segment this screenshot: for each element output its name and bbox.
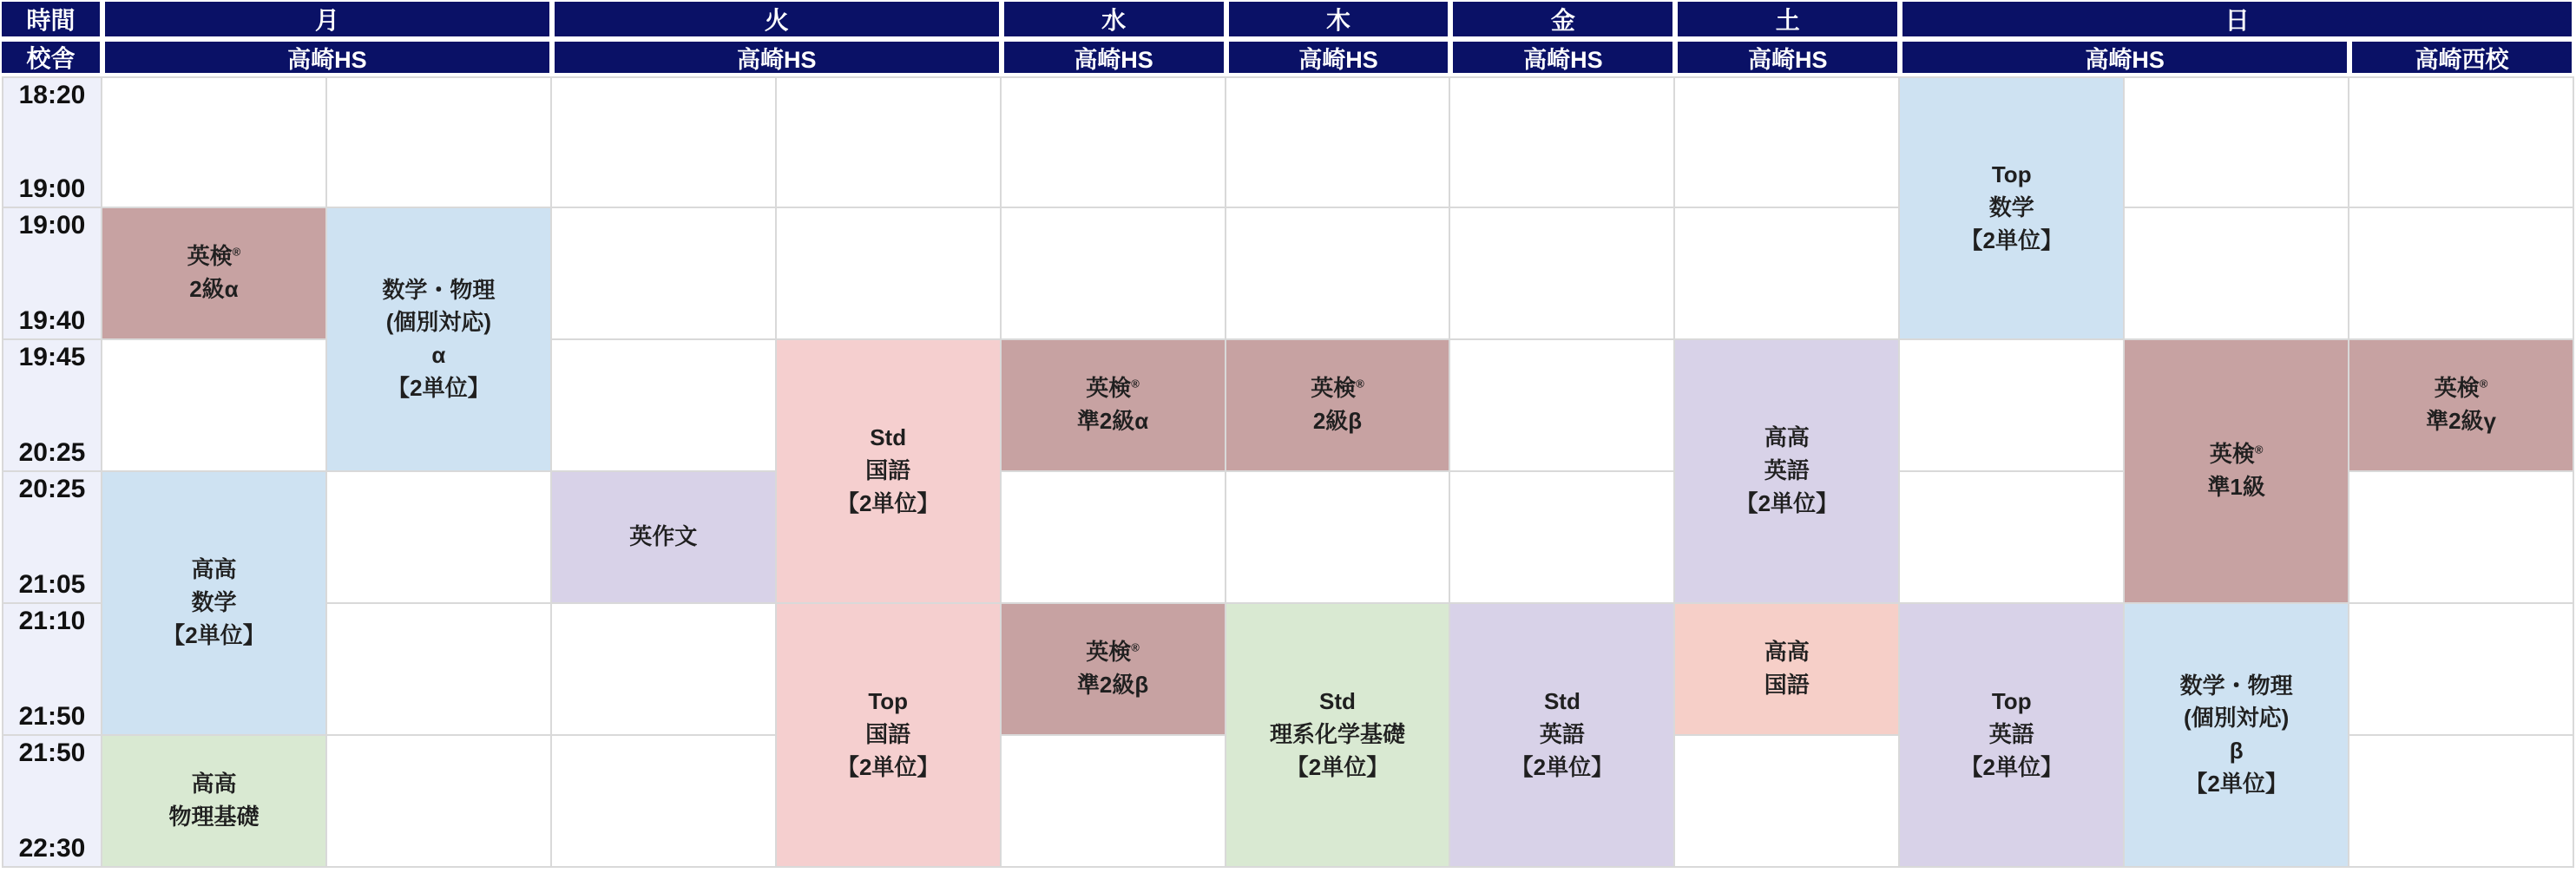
class-label-line: (個別対応)	[385, 309, 492, 336]
day-header-wed: 水	[1004, 2, 1224, 36]
class-label-line: 高高	[1764, 639, 1810, 666]
class-label-line: 英語	[1988, 721, 2034, 748]
class-label-line: Top	[1991, 688, 2032, 715]
campus-column-header: 校舎	[2, 42, 100, 73]
class-label-line: Std	[1543, 688, 1580, 715]
empty-cell	[102, 76, 327, 208]
time-end-label: 21:05	[18, 570, 86, 599]
time-band-4	[2, 604, 102, 736]
empty-cell	[327, 76, 552, 208]
empty-cell	[1002, 736, 1226, 868]
class-label-line: 【2単位】	[162, 621, 266, 648]
class-block-top-eigo	[1900, 604, 2125, 868]
empty-cell	[1900, 340, 2125, 472]
time-end-label: 22:30	[18, 834, 86, 863]
day-header-sat: 土	[1678, 2, 1897, 36]
empty-cell	[552, 604, 777, 736]
empty-cell	[2349, 472, 2574, 604]
empty-cell	[1226, 76, 1451, 208]
day-header-thu: 木	[1229, 2, 1449, 36]
empty-cell	[2349, 76, 2574, 208]
empty-cell	[1450, 340, 1675, 472]
empty-cell	[1226, 208, 1451, 340]
class-block-std-rikei-kagaku-kiso	[1226, 604, 1451, 868]
class-label-line: 国語	[1764, 672, 1810, 698]
class-label-line: 【2単位】	[1960, 753, 2063, 780]
campus-header-fri-0: 高崎HS	[1453, 42, 1672, 73]
class-label-line: Top	[1991, 161, 2032, 188]
class-block-takataka-sugaku	[102, 472, 327, 736]
empty-cell	[1002, 76, 1226, 208]
class-label-line: 準2級α	[1076, 408, 1149, 434]
empty-cell	[552, 340, 777, 472]
class-block-takataka-kokugo	[1675, 604, 1900, 736]
class-block-sugaku-butsuri-beta	[2125, 604, 2349, 868]
class-label-line: 【2単位】	[1960, 226, 2063, 253]
empty-cell	[1900, 472, 2125, 604]
empty-cell	[2125, 76, 2349, 208]
class-label-line: 準2級γ	[2426, 408, 2496, 434]
time-band-3	[2, 472, 102, 604]
empty-cell	[552, 736, 777, 868]
time-band-1	[2, 208, 102, 340]
class-block-top-sugaku	[1900, 76, 2125, 340]
class-label-line: 【2単位】	[1510, 753, 1614, 780]
time-end-label: 21:50	[18, 702, 86, 731]
campus-header-wed-0: 高崎HS	[1004, 42, 1224, 73]
class-label-line: 【2単位】	[1735, 489, 1839, 516]
class-label-line: 英作文	[629, 523, 698, 550]
time-end-label: 20:25	[18, 438, 86, 467]
campus-header-sat-0: 高崎HS	[1678, 42, 1897, 73]
class-label-line: 英検®	[1086, 375, 1140, 402]
class-label-line: Std	[870, 424, 907, 451]
empty-cell	[327, 472, 552, 604]
class-label-line: 【2単位】	[836, 753, 940, 780]
empty-cell	[2349, 736, 2574, 868]
empty-cell	[327, 736, 552, 868]
class-block-eisakubun	[552, 472, 777, 604]
class-label-line: 国語	[865, 457, 911, 484]
time-start-label: 21:10	[18, 607, 86, 635]
class-label-line: 高高	[191, 556, 237, 583]
class-label-line: β	[2229, 738, 2244, 764]
empty-cell	[1675, 208, 1900, 340]
time-start-label: 18:20	[18, 81, 86, 109]
time-start-label: 19:45	[18, 343, 86, 371]
class-label-line: Std	[1319, 688, 1356, 715]
empty-cell	[102, 340, 327, 472]
class-block-takataka-eigo	[1675, 340, 1900, 604]
empty-cell	[1675, 736, 1900, 868]
time-end-label: 19:00	[18, 174, 86, 203]
class-label-line: 【2単位】	[836, 489, 940, 516]
class-block-top-kokugo	[777, 604, 1002, 868]
class-label-line: 数学・物理	[382, 276, 496, 303]
class-block-eiken-jun2kyu-gamma	[2349, 340, 2574, 472]
empty-cell	[1675, 76, 1900, 208]
class-label-line: 英検®	[2209, 441, 2264, 468]
class-block-eiken-2kyu-beta	[1226, 340, 1451, 472]
empty-cell	[1002, 472, 1226, 604]
class-label-line: 【2単位】	[387, 374, 490, 401]
class-label-line: 【2単位】	[2185, 770, 2288, 797]
time-start-label: 19:00	[18, 211, 86, 240]
empty-cell	[1226, 472, 1451, 604]
class-label-line: 2級α	[189, 276, 239, 302]
campus-header-tue-0: 高崎HS	[555, 42, 999, 73]
class-label-line: α	[431, 342, 446, 368]
time-column-header: 時間	[2, 2, 100, 36]
class-label-line: 英検®	[1086, 639, 1140, 666]
class-label-line: 2級β	[1312, 408, 1363, 434]
campus-header-mon-0: 高崎HS	[105, 42, 549, 73]
class-label-line: 国語	[865, 721, 911, 748]
time-band-2	[2, 340, 102, 472]
time-start-label: 21:50	[18, 738, 86, 767]
time-end-label: 19:40	[18, 306, 86, 335]
campus-header-sun-0: 高崎HS	[1902, 42, 2347, 73]
class-label-line: 準2級β	[1076, 672, 1149, 698]
class-label-line: 英語	[1764, 457, 1810, 484]
empty-cell	[1450, 472, 1675, 604]
class-block-eiken-jun2kyu-alpha	[1002, 340, 1226, 472]
class-label-line: 準1級	[2207, 474, 2265, 500]
class-block-std-eigo	[1450, 604, 1675, 868]
day-header-tue: 火	[555, 2, 999, 36]
class-label-line: 物理基礎	[168, 804, 260, 830]
class-label-line: 高高	[1764, 424, 1810, 451]
day-header-mon: 月	[105, 2, 549, 36]
class-block-eiken-jun2kyu-beta	[1002, 604, 1226, 736]
time-band-5	[2, 736, 102, 868]
empty-cell	[2349, 604, 2574, 736]
class-label-line: 高高	[191, 771, 237, 798]
empty-cell	[1002, 208, 1226, 340]
class-label-line: (個別対応)	[2183, 705, 2290, 732]
day-header-sun: 日	[1902, 2, 2572, 36]
class-label-line: Top	[868, 688, 909, 715]
day-header-fri: 金	[1453, 2, 1672, 36]
campus-header-sun-1: 高崎西校	[2352, 42, 2572, 73]
empty-cell	[777, 76, 1002, 208]
class-block-eiken-2kyu-alpha	[102, 208, 327, 340]
class-label-line: 英検®	[2434, 375, 2488, 402]
empty-cell	[1450, 76, 1675, 208]
empty-cell	[552, 208, 777, 340]
class-label-line: 【2単位】	[1285, 753, 1390, 780]
class-label-line: 英検®	[1311, 375, 1364, 402]
campus-header-thu-0: 高崎HS	[1229, 42, 1449, 73]
time-start-label: 20:25	[18, 475, 86, 503]
class-block-takataka-butsuri-kiso	[102, 736, 327, 868]
class-label-line: 数学	[1988, 194, 2034, 221]
empty-cell	[777, 208, 1002, 340]
class-label-line: 英検®	[187, 243, 241, 270]
class-block-std-kokugo	[777, 340, 1002, 604]
empty-cell	[1450, 208, 1675, 340]
class-label-line: 理系化学基礎	[1269, 721, 1405, 748]
time-band-0	[2, 76, 102, 208]
class-label-line: 数学・物理	[2179, 672, 2293, 699]
class-label-line: 数学	[191, 589, 237, 616]
empty-cell	[2125, 208, 2349, 340]
empty-cell	[327, 604, 552, 736]
empty-cell	[2349, 208, 2574, 340]
class-label-line: 英語	[1539, 721, 1585, 748]
class-block-sugaku-butsuri-alpha	[327, 208, 552, 472]
empty-cell	[552, 76, 777, 208]
class-block-eiken-jun1kyu	[2125, 340, 2349, 604]
